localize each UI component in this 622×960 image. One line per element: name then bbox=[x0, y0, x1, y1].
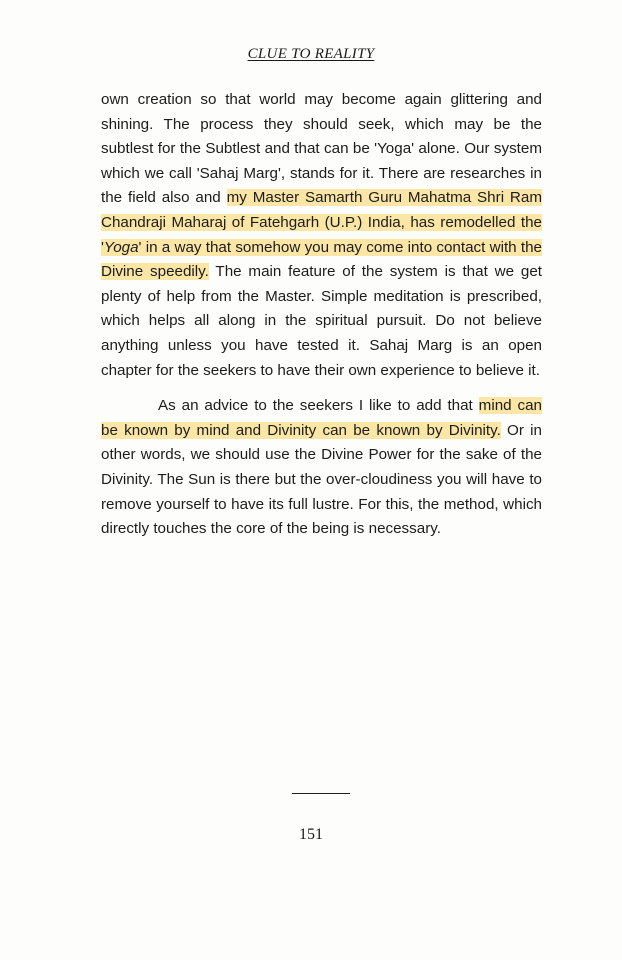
highlight-2: mind can be known by mind and Divinity can be known by Divinity. bbox=[101, 397, 542, 439]
highlight-1-italic-word: Yoga bbox=[103, 238, 139, 256]
paragraph-1-text-1: own creation so that world may become again glittering and shining. The process they should seek, which may be the subtlest for the Subtlest and that can be 'Yoga' alone. Our system which we call 'Sahaj Marg', stands for it. There are researches in the field also and bbox=[101, 91, 542, 207]
paragraph-2-text-2: Or in other words, we should use the Divine Power for the sake of the Divinity. The Sun is there but the over-cloudiness you will have to remove yourself to have its full lustre. For this, the method, which directly touches the core of the being is necessary. bbox=[101, 421, 542, 538]
body-text bbox=[101, 88, 542, 542]
page-number: 151 bbox=[299, 826, 323, 843]
highlight-1-text-b: ' in a way that somehow you may come into contact with the Divine speedily. bbox=[101, 238, 542, 281]
running-head-title: CLUE TO REALITY bbox=[247, 46, 375, 62]
paragraph-2 bbox=[101, 394, 542, 542]
running-head bbox=[0, 46, 622, 63]
paragraph-1-text-2: The main feature of the system is that we get plenty of help from the Master. Simple meditation is prescribed, which helps all along in the spiritual pursuit. Do not believe anything unless you have tested it. Sahaj Marg is an open chapter for the seekers to have their own experience to believe it. bbox=[101, 263, 542, 379]
paragraph-2-text-1: As an advice to the seekers I like to add that bbox=[158, 397, 479, 415]
section-end-rule bbox=[292, 793, 350, 794]
highlight-1-text-a: my Master Samarth Guru Mahatma Shri Ram Chandraji Maharaj of Fatehgarh (U.P.) India, has remodelled the ' bbox=[101, 189, 542, 256]
paragraph-1 bbox=[101, 88, 542, 383]
